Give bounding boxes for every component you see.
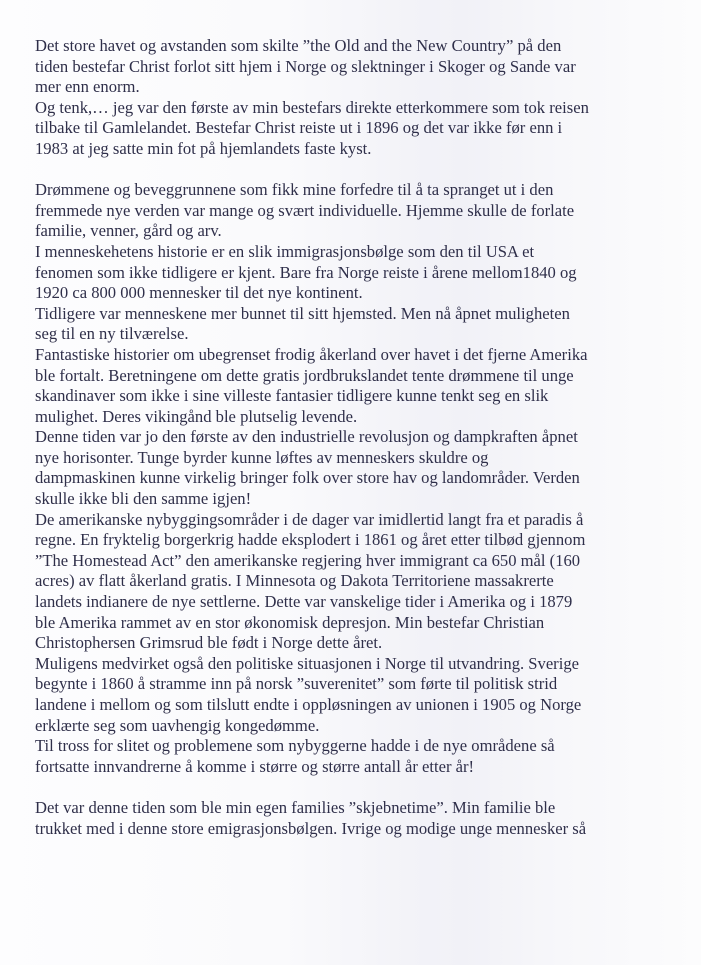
text-line: Det var denne tiden som ble min egen families ”skjebnetime”. Min familie ble <box>35 797 556 817</box>
paragraph-block-1 <box>35 36 695 160</box>
paragraph-gap <box>35 160 695 181</box>
text-line: nye horisonter. Tunge byrder kunne løftes av menneskers skuldre og <box>35 447 489 467</box>
text-line: 1983 at jeg satte min fot på hjemlandets faste kyst. <box>35 138 372 158</box>
text-line: Christophersen Grimsrud ble født i Norge dette året. <box>35 633 383 653</box>
text-line: Fantastiske historier om ubegrenset frodig åkerland over havet i det fjerne Amerika <box>35 344 588 364</box>
text-line: 1920 ca 800 000 mennesker til det nye kontinent. <box>35 283 363 303</box>
text-line: fenomen som ikke tidligere er kjent. Bare fra Norge reiste i årene mellom1840 og <box>35 262 577 282</box>
text-line: acres) av flatt åkerland gratis. I Minnesota og Dakota Territoriene massakrerte <box>35 571 554 591</box>
document-body <box>35 36 695 839</box>
text-line: tiden bestefar Christ forlot sitt hjem i Norge og slektninger i Skoger og Sande var <box>35 56 576 76</box>
text-line: fortsatte innvandrerne å komme i større og større antall år etter år! <box>35 756 475 776</box>
text-line: ble fortalt. Beretningene om dette gratis jordbrukslandet tente drømmene til unge <box>35 365 574 385</box>
text-line: Tidligere var menneskene mer bunnet til sitt hjemsted. Men nå åpnet muligheten <box>35 303 570 323</box>
text-line: familie, venner, gård og arv. <box>35 221 222 241</box>
text-line: erklærte seg som uavhengig kongedømme. <box>35 715 320 735</box>
text-line: seg til en ny tilværelse. <box>35 324 189 344</box>
text-line: I menneskehetens historie er en slik immigrasjonsbølge som den til USA et <box>35 241 535 261</box>
paragraph-block-3 <box>35 798 695 839</box>
paragraph-gap <box>35 777 695 798</box>
text-line: trukket med i denne store emigrasjonsbølgen. Ivrige og modige unge mennesker så <box>35 818 587 838</box>
text-line: mulighet. Deres vikingånd ble plutselig levende. <box>35 406 358 426</box>
text-line: Og tenk,… jeg var den første av min bestefars direkte etterkommere som tok reisen <box>35 97 589 117</box>
text-line: mer enn enorm. <box>35 77 140 97</box>
text-line: fremmede nye verden var mange og svært individuelle. Hjemme skulle de forlate <box>35 200 575 220</box>
text-line: Drømmene og beveggrunnene som fikk mine forfedre til å ta spranget ut i den <box>35 180 554 200</box>
text-line: landene i mellom og som tilslutt endte i oppløsningen av unionen i 1905 og Norge <box>35 695 582 714</box>
text-line: regne. En fryktelig borgerkrig hadde eksplodert i 1861 og året etter tilbød gjennom <box>35 530 586 550</box>
text-line: Til tross for slitet og problemene som nybyggerne hadde i de nye områdene så <box>35 736 555 756</box>
text-line: begynte i 1860 å stramme inn på norsk ”suverenitet” som førte til politisk strid <box>35 674 558 694</box>
text-line: Det store havet og avstanden som skilte ”the Old and the New Country” på den <box>35 36 562 55</box>
text-line: Muligens medvirket også den politiske situasjonen i Norge til utvandring. Sverige <box>35 653 579 673</box>
text-line: skulle ikke bli den samme igjen! <box>35 489 252 509</box>
text-line: ”The Homestead Act” den amerikanske regjering hver immigrant ca 650 mål (160 <box>35 550 581 570</box>
text-line: tilbake til Gamlelandet. Bestefar Christ reiste ut i 1896 og det var ikke før enn i <box>35 118 563 138</box>
text-line: skandinaver som ikke i sine villeste fantasier tidligere kunne tenkt seg en slik <box>35 386 549 406</box>
text-line: ble Amerika rammet av en stor økonomisk depresjon. Min bestefar Christian <box>35 612 545 632</box>
text-line: Denne tiden var jo den første av den industrielle revolusjon og dampkraften åpnet <box>35 427 578 447</box>
text-line: De amerikanske nybyggingsområder i de dager var imidlertid langt fra et paradis å <box>35 509 584 529</box>
text-line: landets indianere de nye settlerne. Dette var vanskelige tider i Amerika og i 1879 <box>35 592 573 612</box>
paragraph-block-2 <box>35 180 695 777</box>
text-line: dampmaskinen kunne virkelig bringer folk over store hav og landområder. Verden <box>35 468 580 488</box>
